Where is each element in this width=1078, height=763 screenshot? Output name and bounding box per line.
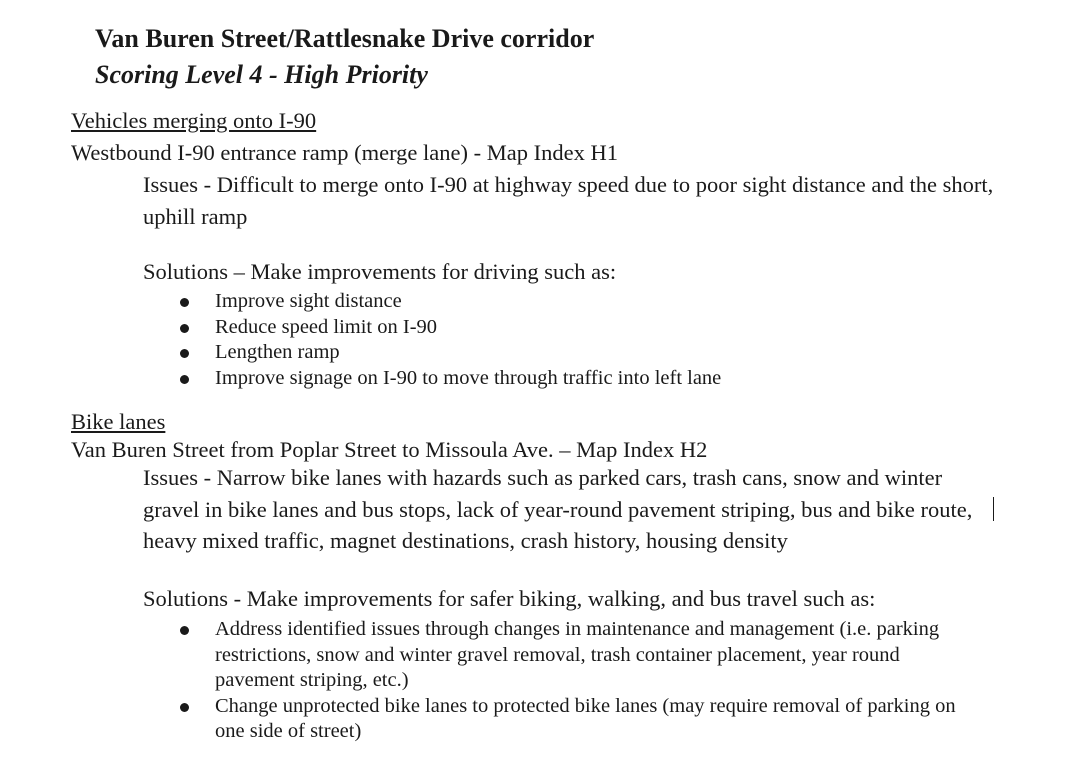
list-item: Reduce speed limit on I-90 <box>0 315 975 341</box>
bullet-icon <box>180 324 189 333</box>
bullet-icon <box>180 703 189 712</box>
text-cursor <box>993 497 994 521</box>
solutions-list-merging <box>0 289 975 391</box>
section-issues-merging: Issues - Difficult to merge onto I-90 at highway speed due to poor sight distance and the short, uphill ramp <box>143 172 994 229</box>
section-heading-merging: Vehicles merging onto I-90 <box>71 108 317 133</box>
list-item: Lengthen ramp <box>0 340 975 366</box>
solutions-list-bike-lanes <box>0 617 975 745</box>
section-heading-bike-lanes: Bike lanes <box>71 409 166 434</box>
bullet-icon <box>180 375 189 384</box>
list-item: Improve signage on I-90 to move through traffic into left lane <box>0 366 975 392</box>
bullet-icon <box>180 298 189 307</box>
bullet-icon <box>180 349 189 358</box>
document-subtitle: Scoring Level 4 - High Priority <box>95 60 428 89</box>
list-item: Address identified issues through changes in maintenance and management (i.e. parking restrictions, snow and winter gravel removal, trash container placement, year round pavement striping, etc.) <box>0 617 975 694</box>
document-title: Van Buren Street/Rattlesnake Drive corridor <box>95 24 595 53</box>
section-solutions-intro-bike-lanes: Solutions - Make improvements for safer biking, walking, and bus travel such as: <box>143 586 876 611</box>
section-location-merging: Westbound I-90 entrance ramp (merge lane) - Map Index H1 <box>71 140 618 165</box>
list-item: Change unprotected bike lanes to protected bike lanes (may require removal of parking on one side of street) <box>0 694 975 745</box>
section-issues-bike-lanes: Issues - Narrow bike lanes with hazards such as parked cars, trash cans, snow and winter gravel in bike lanes and bus stops, lack of year-round pavement striping, bus and bike route, heavy mixed traffic, magnet destinations, crash history, housing density <box>143 465 973 553</box>
bullet-icon <box>180 626 189 635</box>
list-item: Improve sight distance <box>0 289 975 315</box>
section-location-bike-lanes: Van Buren Street from Poplar Street to Missoula Ave. – Map Index H2 <box>71 437 708 462</box>
section-solutions-intro-merging: Solutions – Make improvements for driving such as: <box>143 259 617 284</box>
